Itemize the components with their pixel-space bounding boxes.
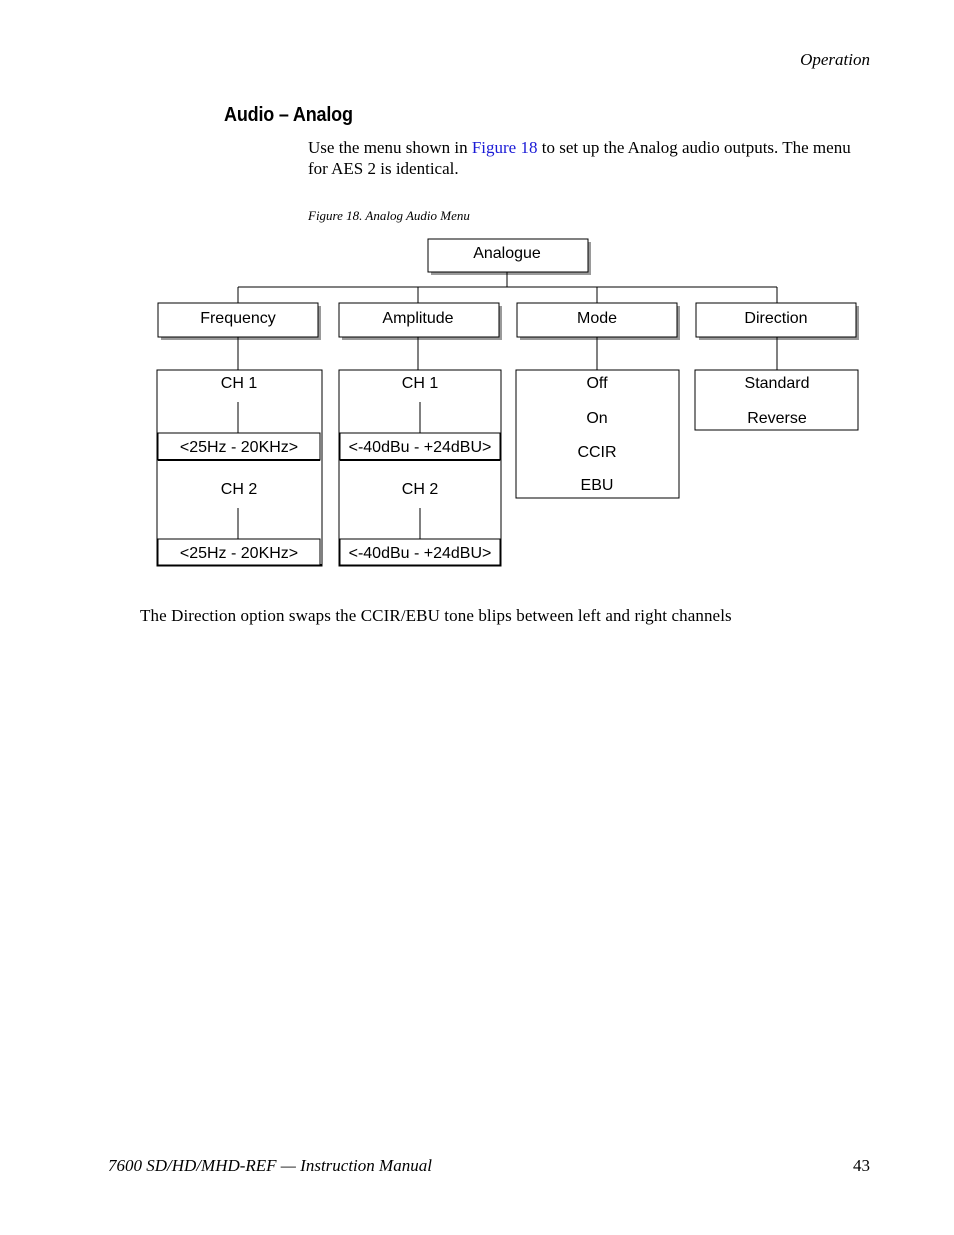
section-heading: Audio – Analog (224, 104, 353, 126)
mode-option-ccir: CCIR (577, 444, 617, 461)
amplitude-ch1-range: <-40dBu - +24dBU> (348, 439, 492, 456)
amplitude-ch1: CH 1 (401, 375, 439, 392)
intro-text-before: Use the menu shown in (308, 138, 472, 157)
mode-label: Mode (576, 310, 618, 327)
direction-option-standard: Standard (744, 375, 810, 392)
frequency-ch1: CH 1 (220, 375, 258, 392)
direction-option-reverse: Reverse (747, 410, 807, 427)
amplitude-ch2: CH 2 (401, 481, 439, 498)
direction-note: The Direction option swaps the CCIR/EBU tone blips between left and right channels (140, 606, 732, 625)
amplitude-ch2-range: <-40dBu - +24dBU> (348, 545, 492, 562)
running-head: Operation (800, 50, 870, 69)
figure-link[interactable]: Figure 18 (471, 138, 538, 157)
mode-option-off: Off (586, 375, 608, 392)
frequency-ch2: CH 2 (220, 481, 258, 498)
analog-audio-menu-diagram (0, 0, 954, 600)
direction-label: Direction (744, 310, 808, 327)
footer-manual-title: 7600 SD/HD/MHD-REF — Instruction Manual (108, 1156, 432, 1175)
figure-caption: Figure 18. Analog Audio Menu (308, 208, 470, 223)
mode-option-ebu: EBU (580, 477, 614, 494)
amplitude-label: Amplitude (382, 310, 454, 327)
root-label: Analogue (473, 245, 541, 262)
frequency-label: Frequency (200, 310, 276, 327)
intro-text-after: to set up the Analog audio outputs. The menu for AES 2 is identical. (308, 138, 851, 178)
frequency-options-panel (157, 370, 322, 566)
footer-page-number: 43 (853, 1156, 870, 1175)
frequency-ch2-range: <25Hz - 20KHz> (179, 545, 299, 562)
frequency-ch1-range: <25Hz - 20KHz> (179, 439, 299, 456)
mode-option-on: On (586, 410, 608, 427)
